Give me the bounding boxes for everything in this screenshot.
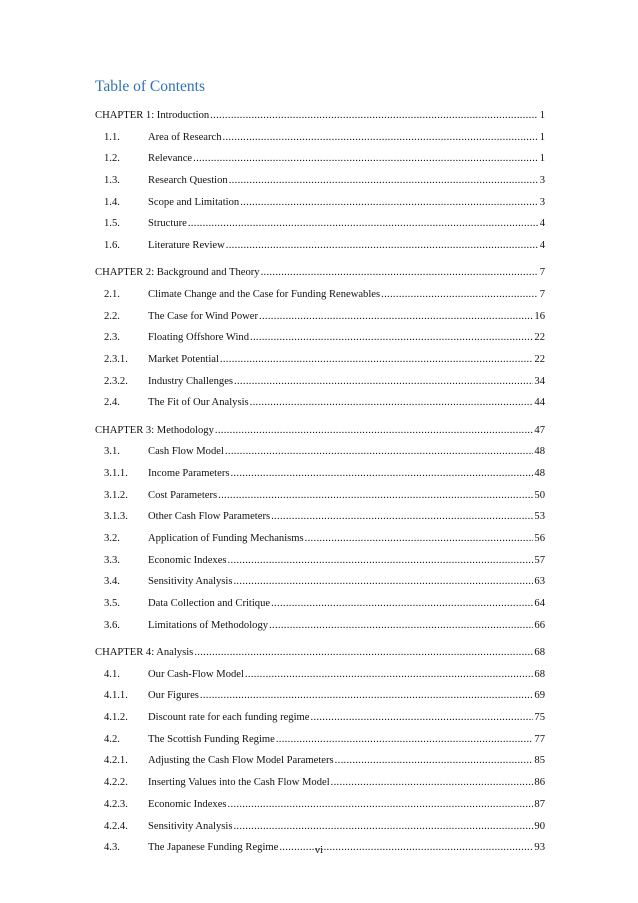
toc-dot-leader bbox=[245, 664, 533, 686]
toc-entry-number: 4.2.3. bbox=[104, 798, 128, 810]
toc-entry-page: 68 bbox=[534, 647, 545, 658]
toc-entry-page: 47 bbox=[534, 424, 545, 436]
toc-entry-page: 16 bbox=[534, 310, 545, 322]
toc-section-entry bbox=[95, 664, 545, 686]
toc-entry-page: 7 bbox=[539, 289, 545, 300]
toc-entry-title: The Fit of Our Analysis bbox=[148, 397, 249, 409]
toc-entry-title: The Case for Wind Power bbox=[148, 310, 258, 322]
toc-entry-page: 68 bbox=[534, 668, 545, 680]
toc-entry-page: 56 bbox=[534, 533, 545, 545]
toc-entry-number: 3.5. bbox=[104, 598, 120, 610]
toc-dot-leader bbox=[228, 794, 534, 816]
toc-section-entry bbox=[95, 127, 545, 149]
toc-dot-leader bbox=[226, 235, 538, 257]
toc-section-entry bbox=[95, 615, 545, 637]
toc-dot-leader bbox=[271, 593, 533, 615]
toc-entry-title: CHAPTER 1: Introduction bbox=[95, 110, 210, 121]
toc-entry-number: 1.1. bbox=[104, 131, 120, 143]
toc-entry-number: 4.2.2. bbox=[104, 777, 128, 789]
toc-entry-number: 3.3. bbox=[104, 554, 120, 566]
toc-dot-leader bbox=[220, 349, 534, 371]
toc-entry-number: 4.2. bbox=[104, 733, 120, 745]
toc-entry-title: The Japanese Funding Regime bbox=[148, 842, 279, 854]
toc-entry-title: The Scottish Funding Regime bbox=[148, 733, 275, 745]
toc-entry-title: Literature Review bbox=[148, 240, 225, 252]
toc-entry-title: CHAPTER 3: Methodology bbox=[95, 424, 214, 436]
page-number: vi bbox=[314, 845, 324, 856]
toc-section-entry bbox=[95, 284, 545, 306]
toc-dot-leader bbox=[194, 642, 533, 664]
toc-chapter-entry bbox=[95, 262, 545, 284]
toc-entry-page: 48 bbox=[534, 446, 545, 458]
toc-entry-number: 1.3. bbox=[104, 175, 120, 187]
toc-entry-number: 2.2. bbox=[104, 310, 120, 322]
toc-entry-title: Market Potential bbox=[148, 354, 219, 366]
toc-section-entry bbox=[95, 506, 545, 528]
toc-entry-number: 4.2.4. bbox=[104, 820, 128, 832]
toc-dot-leader bbox=[261, 262, 538, 284]
toc-entry-title: Structure bbox=[148, 218, 187, 230]
toc-section-entry bbox=[95, 213, 545, 235]
toc-entry-number: 4.3. bbox=[104, 842, 120, 854]
toc-entry-number: 3.1.3. bbox=[104, 511, 128, 523]
toc-section-entry bbox=[95, 463, 545, 485]
toc-chapter-entry bbox=[95, 642, 545, 664]
toc-entry-number: 2.3. bbox=[104, 332, 120, 344]
toc-dot-leader bbox=[305, 528, 534, 550]
toc-section-entry bbox=[95, 441, 545, 463]
toc-dot-leader bbox=[215, 420, 534, 442]
toc-entry-title: Application of Funding Mechanisms bbox=[148, 533, 304, 545]
toc-entry-title: Scope and Limitation bbox=[148, 196, 240, 208]
toc-entry-number: 2.3.2. bbox=[104, 375, 128, 387]
toc-section-entry bbox=[95, 235, 545, 257]
toc-entry-page: 44 bbox=[534, 397, 545, 409]
toc-dot-leader bbox=[200, 685, 534, 707]
toc-entry-page: 3 bbox=[539, 196, 545, 208]
toc-entry-title: Cost Parameters bbox=[148, 489, 218, 501]
toc-entry-title: Economic Indexes bbox=[148, 554, 227, 566]
toc-entry-page: 66 bbox=[534, 619, 545, 631]
toc-chapter-entry bbox=[95, 105, 545, 127]
toc-chapter-entry bbox=[95, 420, 545, 442]
toc-entry-title: Income Parameters bbox=[148, 468, 230, 479]
toc-entry-title: Sensitivity Analysis bbox=[148, 820, 233, 832]
toc-entry-page: 63 bbox=[534, 576, 545, 588]
toc-entry-title: Discount rate for each funding regime bbox=[148, 712, 310, 724]
toc-entry-title: CHAPTER 2: Background and Theory bbox=[95, 267, 260, 279]
toc-dot-leader bbox=[223, 127, 538, 149]
toc-dot-leader bbox=[210, 105, 538, 127]
toc-dot-leader bbox=[193, 148, 538, 170]
toc-entry-title: Our Cash-Flow Model bbox=[148, 668, 244, 680]
toc-entry-title: Climate Change and the Case for Funding Renewables bbox=[148, 289, 381, 300]
toc-section-entry bbox=[95, 750, 545, 772]
toc-section-entry bbox=[95, 707, 545, 729]
toc-section-entry bbox=[95, 327, 545, 349]
toc-entry-number: 1.2. bbox=[104, 153, 120, 165]
toc-entry-number: 1.6. bbox=[104, 240, 120, 252]
toc-entry-number: 4.1. bbox=[104, 668, 120, 680]
toc-entry-number: 4.2.1. bbox=[104, 755, 128, 767]
toc-entry-title: Adjusting the Cash Flow Model Parameters bbox=[148, 755, 334, 767]
toc-section-entry bbox=[95, 485, 545, 507]
toc-entry-title: Cash Flow Model bbox=[148, 446, 224, 458]
toc-dot-leader bbox=[335, 750, 534, 772]
toc-section-entry bbox=[95, 192, 545, 214]
toc-entry-page: 85 bbox=[534, 755, 545, 767]
toc-entry-number: 1.4. bbox=[104, 196, 120, 208]
toc-entry-title: Industry Challenges bbox=[148, 375, 234, 387]
toc-entry-page: 77 bbox=[534, 733, 545, 745]
toc-section-entry bbox=[95, 371, 545, 393]
toc-entry-page: 87 bbox=[534, 798, 545, 810]
toc-entry-title: Research Question bbox=[148, 175, 228, 187]
toc-entry-number: 3.1.2. bbox=[104, 489, 128, 501]
toc-entry-page: 64 bbox=[534, 598, 545, 610]
toc-entry-number: 3.2. bbox=[104, 533, 120, 545]
toc-entry-page: 1 bbox=[539, 131, 545, 143]
toc-entry-title: Economic Indexes bbox=[148, 798, 227, 810]
toc-dot-leader bbox=[259, 306, 533, 328]
toc-entry-page: 57 bbox=[534, 554, 545, 566]
toc-entry-number: 3.1.1. bbox=[104, 468, 128, 479]
toc-entry-title: CHAPTER 4: Analysis bbox=[95, 647, 194, 658]
toc-entry-page: 34 bbox=[534, 375, 545, 387]
page-title: Table of Contents bbox=[95, 78, 205, 95]
toc-section-entry bbox=[95, 550, 545, 572]
toc-section-entry bbox=[95, 349, 545, 371]
toc-entry-number: 3.4. bbox=[104, 576, 120, 588]
toc-entry-page: 22 bbox=[534, 332, 545, 344]
toc-entry-page: 53 bbox=[534, 511, 545, 523]
toc-entry-page: 4 bbox=[539, 240, 545, 252]
toc-entry-page: 86 bbox=[534, 777, 545, 789]
toc-entry-page: 90 bbox=[534, 820, 545, 832]
toc-dot-leader bbox=[233, 816, 533, 838]
toc-entry-page: 93 bbox=[534, 842, 545, 854]
toc-dot-leader bbox=[234, 371, 533, 393]
toc-dot-leader bbox=[381, 284, 538, 306]
toc-entry-title: Relevance bbox=[148, 153, 193, 165]
toc-entry-number: 2.1. bbox=[104, 289, 120, 300]
toc-dot-leader bbox=[229, 170, 538, 192]
toc-section-entry bbox=[95, 794, 545, 816]
toc-dot-leader bbox=[218, 485, 533, 507]
toc-dot-leader bbox=[240, 192, 538, 214]
toc-entry-number: 1.5. bbox=[104, 218, 120, 230]
toc-section-entry bbox=[95, 392, 545, 414]
toc-entry-title: Limitations of Methodology bbox=[148, 619, 269, 631]
toc-entry-number: 3.1. bbox=[104, 446, 120, 458]
toc-entry-page: 7 bbox=[539, 267, 545, 279]
toc-entry-number: 2.4. bbox=[104, 397, 120, 409]
toc-entry-number: 3.6. bbox=[104, 619, 120, 631]
toc-entry-page: 3 bbox=[539, 175, 545, 187]
toc-entry-page: 4 bbox=[539, 218, 545, 230]
toc-dot-leader bbox=[331, 772, 534, 794]
toc-section-entry bbox=[95, 593, 545, 615]
toc-dot-leader bbox=[250, 392, 534, 414]
toc-section-entry bbox=[95, 571, 545, 593]
toc-dot-leader bbox=[188, 213, 538, 235]
toc-entry-number: 4.1.2. bbox=[104, 712, 128, 724]
toc-section-entry bbox=[95, 772, 545, 794]
toc-entry-title: Our Figures bbox=[148, 690, 199, 702]
toc-dot-leader bbox=[276, 729, 534, 751]
toc-entry-page: 50 bbox=[534, 489, 545, 501]
toc-entry-number: 2.3.1. bbox=[104, 354, 128, 366]
toc-section-entry bbox=[95, 816, 545, 838]
toc-entry-page: 69 bbox=[534, 690, 545, 702]
table-of-contents bbox=[95, 105, 545, 859]
toc-dot-leader bbox=[269, 615, 533, 637]
toc-dot-leader bbox=[230, 463, 533, 485]
toc-dot-leader bbox=[228, 550, 534, 572]
toc-entry-page: 1 bbox=[539, 153, 545, 165]
toc-dot-leader bbox=[225, 441, 533, 463]
toc-entry-page: 22 bbox=[534, 354, 545, 366]
toc-entry-title: Other Cash Flow Parameters bbox=[148, 511, 271, 523]
toc-entry-title: Floating Offshore Wind bbox=[148, 332, 249, 344]
toc-section-entry bbox=[95, 729, 545, 751]
toc-entry-title: Data Collection and Critique bbox=[148, 598, 271, 610]
toc-dot-leader bbox=[271, 506, 533, 528]
toc-entry-page: 1 bbox=[539, 110, 545, 121]
toc-entry-page: 48 bbox=[534, 468, 545, 479]
toc-section-entry bbox=[95, 685, 545, 707]
toc-section-entry bbox=[95, 306, 545, 328]
toc-section-entry bbox=[95, 148, 545, 170]
toc-section-entry bbox=[95, 528, 545, 550]
toc-entry-page: 75 bbox=[534, 712, 545, 724]
toc-entry-number: 4.1.1. bbox=[104, 690, 128, 702]
toc-entry-title: Sensitivity Analysis bbox=[148, 576, 233, 588]
toc-dot-leader bbox=[311, 707, 534, 729]
toc-entry-title: Inserting Values into the Cash Flow Model bbox=[148, 777, 330, 789]
toc-section-entry bbox=[95, 170, 545, 192]
toc-dot-leader bbox=[233, 571, 533, 593]
toc-entry-title: Area of Research bbox=[148, 131, 222, 143]
toc-dot-leader bbox=[250, 327, 533, 349]
